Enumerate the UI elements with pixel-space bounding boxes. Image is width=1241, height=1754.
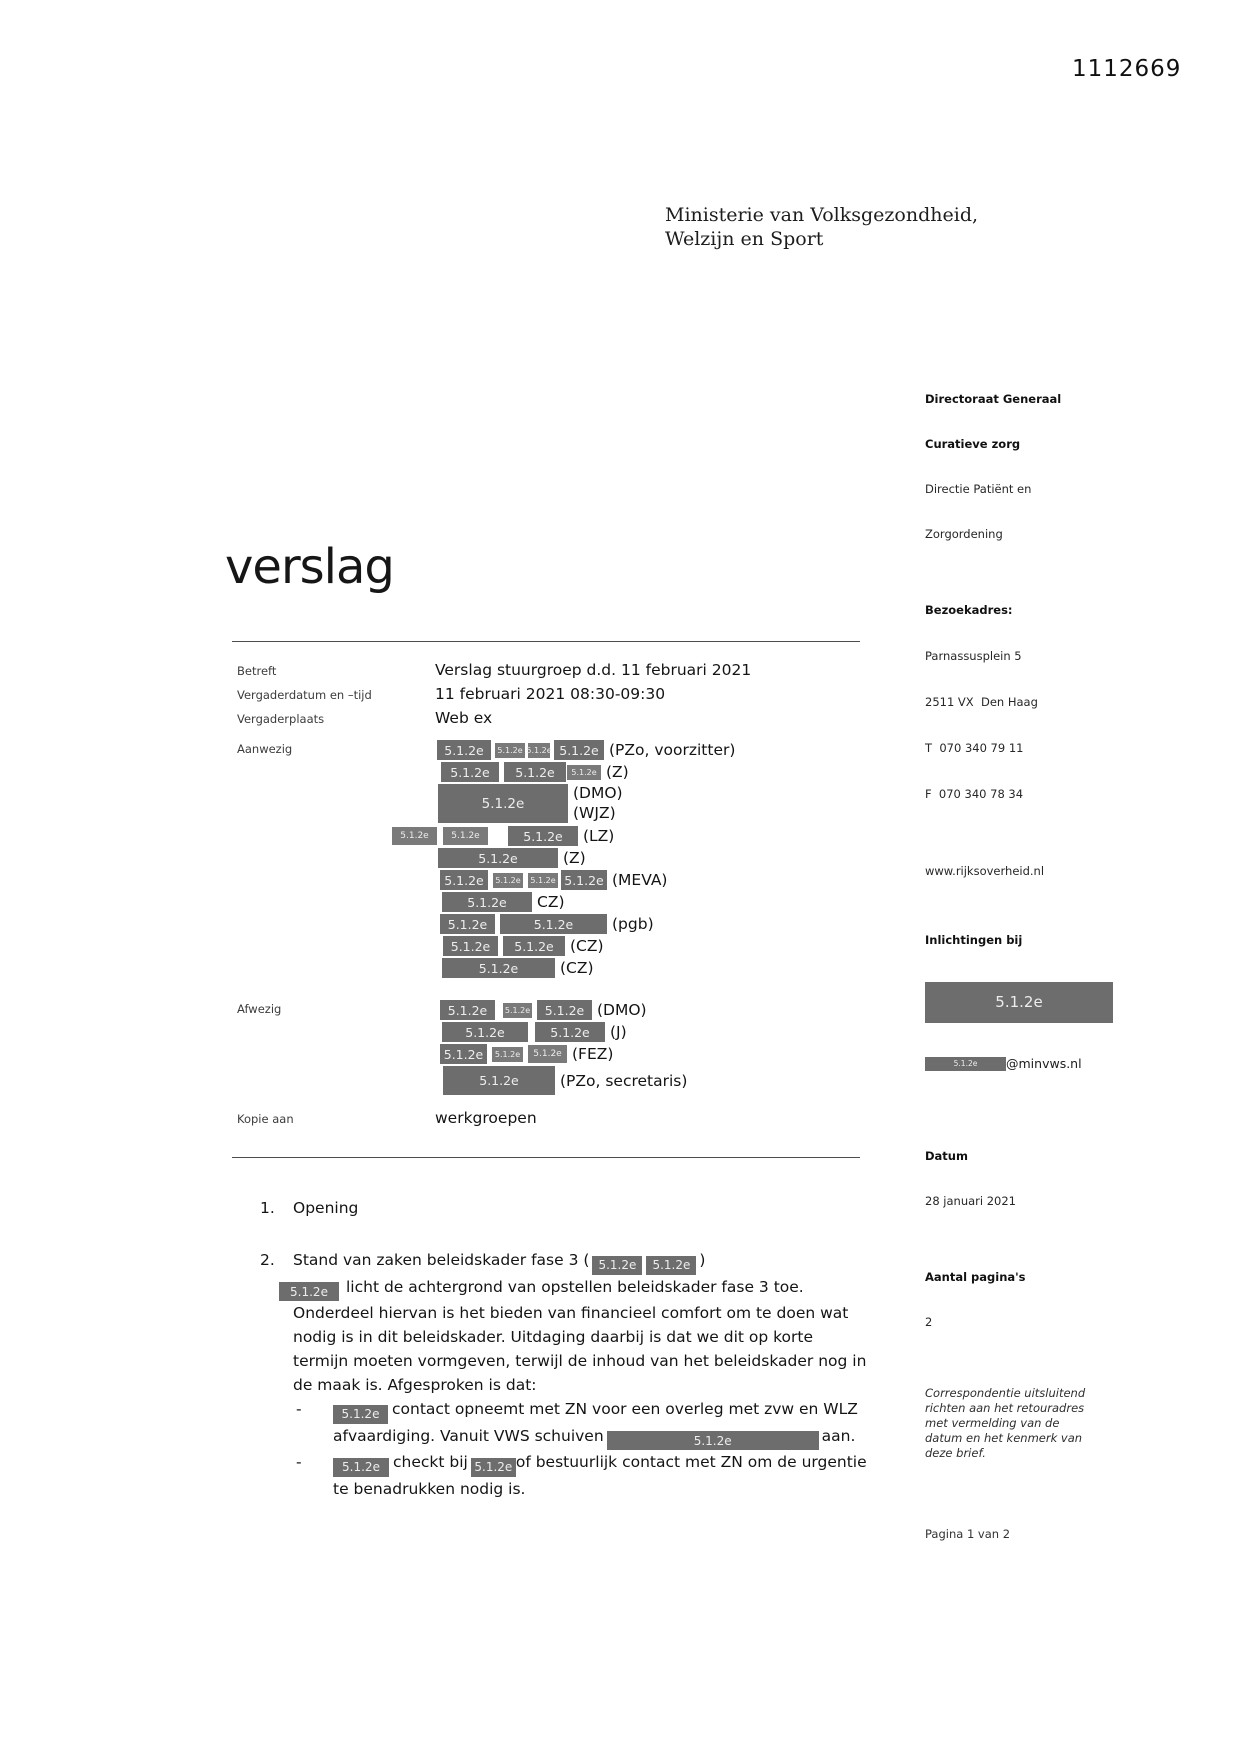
bullet-dash: - — [296, 1453, 302, 1471]
inquiries-label: Inlichtingen bij — [925, 933, 1023, 947]
vergaderdatum-value: 11 februari 2021 08:30-09:30 — [435, 685, 666, 703]
attendee-row — [438, 784, 735, 823]
ministry-line-1: Ministerie van Volksgezondheid, — [665, 204, 979, 226]
bullet-1-line-2 — [333, 1424, 872, 1451]
attendee-row — [442, 958, 735, 978]
email-domain: @minvws.nl — [1006, 1056, 1082, 1071]
redaction-box: 5.1.2e — [493, 873, 523, 888]
attendee-org: (FEZ) — [572, 1045, 614, 1063]
attendee-row — [443, 936, 735, 956]
attendee-org: (PZo, secretaris) — [560, 1071, 688, 1090]
redaction-box: 5.1.2e — [443, 1066, 555, 1095]
afwezig-redaction-list — [435, 998, 687, 1097]
phone-number: T 070 340 79 11 — [925, 741, 1024, 755]
redaction-box: 5.1.2e — [528, 743, 550, 758]
redaction-box: 5.1.2e — [535, 1022, 605, 1042]
redaction-box: 5.1.2e — [508, 826, 578, 846]
agenda-item-1-title: Opening — [293, 1199, 359, 1217]
directorate-name-line1: Directoraat Generaal — [925, 392, 1062, 406]
redaction-box: 5.1.2e — [503, 936, 565, 956]
redaction-box: 5.1.2e — [442, 892, 532, 912]
attendee-org: (Z) — [606, 763, 629, 781]
redaction-box: 5.1.2e — [440, 870, 488, 890]
date-label: Datum — [925, 1149, 968, 1163]
agenda-list — [260, 1196, 872, 1501]
visit-address-label: Bezoekadres: — [925, 603, 1013, 617]
agenda-item-1 — [260, 1196, 872, 1220]
attendee-row — [440, 1044, 687, 1064]
redaction-box-inline: 5.1.2e — [592, 1256, 642, 1275]
redaction-box: 5.1.2e — [440, 914, 495, 934]
attendee-org: (CZ) — [570, 937, 604, 955]
contact-email-row — [925, 1056, 1105, 1071]
agenda-item-2-paragraph — [290, 1275, 872, 1398]
horizontal-rule-top — [232, 641, 860, 642]
attendee-org: (pgb) — [612, 915, 654, 933]
agenda-item-2-number: 2. — [260, 1251, 275, 1269]
attendee-org: (DMO) — [573, 784, 623, 802]
paragraph-text: licht de achtergrond van opstellen beleidskader fase 3 toe. Onderdeel hiervan is het bieden van financieel comfort om te doen wat nodig is in dit beleidskader. Uitdaging daarbij is dat we dit op korte termijn moeten vormgeven, terwijl de inhoud van het beleidskader nog in de maak is. Afgesproken is dat: — [293, 1277, 867, 1394]
ministry-line-2: Welzijn en Sport — [665, 228, 824, 250]
meta-row-kopie-aan — [237, 1108, 877, 1128]
redaction-box: 5.1.2e — [567, 765, 601, 780]
heading-text-post: ) — [699, 1251, 706, 1269]
action-bullet-2 — [293, 1450, 872, 1501]
redaction-box: 5.1.2e — [440, 1044, 487, 1064]
redaction-box: 5.1.2e — [495, 743, 525, 758]
bullet-1-line-1 — [333, 1397, 872, 1424]
redaction-box: 5.1.2e — [537, 1000, 592, 1020]
attendee-row — [443, 1066, 687, 1095]
bullet-2-body — [333, 1450, 872, 1501]
directorate-name-line2: Curatieve zorg — [925, 437, 1021, 451]
attendee-org: (Z) — [563, 849, 586, 867]
attendee-row — [440, 870, 735, 890]
redaction-box: 5.1.2e — [500, 914, 607, 934]
attendee-org: (PZo, voorzitter) — [609, 741, 736, 759]
attendee-row — [392, 826, 735, 846]
redaction-box: 5.1.2e — [504, 762, 566, 782]
visit-address-street: Parnassusplein 5 — [925, 649, 1022, 663]
aanwezig-label: Aanwezig — [237, 742, 293, 756]
redaction-box: 5.1.2e — [528, 1045, 567, 1063]
afwezig-label: Afwezig — [237, 1002, 282, 1016]
kopie-aan-value: werkgroepen — [435, 1109, 537, 1127]
redaction-box: 5.1.2e — [443, 936, 498, 956]
attendee-row — [437, 740, 735, 760]
page-count-label: Aantal pagina's — [925, 1270, 1026, 1284]
date-value: 28 januari 2021 — [925, 1194, 1017, 1208]
page-footer: Pagina 1 van 2 — [925, 1527, 1011, 1541]
aanwezig-redaction-list — [400, 738, 736, 980]
document-number: 1112669 — [1072, 56, 1182, 82]
attendee-org: (J) — [610, 1023, 627, 1041]
redaction-box: 5.1.2e — [442, 958, 555, 978]
bullet-1-text-c: aan. — [821, 1426, 856, 1445]
redaction-box-inline: 5.1.2e — [471, 1458, 516, 1477]
correspondence-note: Correspondentie uitsluitend richten aan het retouradres met vermelding van de datum en het kenmerk van deze brief. — [925, 1386, 1089, 1460]
bullet-dash: - — [296, 1400, 302, 1418]
redaction-box-inline: 5.1.2e — [646, 1256, 696, 1275]
redaction-box-inline-wide: 5.1.2e — [607, 1431, 819, 1450]
attendee-org: (LZ) — [583, 827, 615, 845]
agenda-item-2 — [260, 1248, 872, 1501]
vergaderdatum-label: Vergaderdatum en –tijd — [237, 688, 372, 702]
attendee-org: (MEVA) — [612, 871, 668, 889]
heading-text-pre: Stand van zaken beleidskader fase 3 ( — [293, 1251, 590, 1269]
action-bullet-1 — [293, 1397, 872, 1450]
bullet-1-text-b: afvaardiging. Vanuit VWS schuiven — [333, 1426, 604, 1445]
redaction-box: 5.1.2e — [503, 1003, 532, 1018]
bullet-2-text-b: of bestuurlijk contact met ZN om de urgentie te benadrukken nodig is. — [333, 1453, 867, 1498]
attendee-org: (CZ) — [560, 959, 594, 977]
fax-number: F 070 340 78 34 — [925, 787, 1024, 801]
action-bullets — [293, 1397, 872, 1501]
meta-row-betreft — [237, 660, 877, 680]
bullet-2-text-a: checkt bij — [393, 1453, 468, 1471]
betreft-value: Verslag stuurgroep d.d. 11 februari 2021 — [435, 661, 752, 679]
redaction-box: 5.1.2e — [438, 784, 568, 823]
attendee-row — [442, 892, 735, 912]
redaction-box: 5.1.2e — [392, 827, 437, 845]
betreft-label: Betreft — [237, 664, 277, 678]
redaction-box-inline: 5.1.2e — [333, 1405, 388, 1424]
redaction-box: 5.1.2e — [443, 827, 488, 845]
visit-address-city: 2511 VX Den Haag — [925, 695, 1038, 709]
bullet-1-text-a: contact opneemt met ZN voor een overleg met zvw en WLZ — [392, 1400, 858, 1418]
redaction-box: 5.1.2e — [561, 870, 607, 890]
redaction-box: 5.1.2e — [442, 1022, 528, 1042]
directie-line1: Directie Patiënt en — [925, 482, 1032, 496]
attendee-row — [442, 1022, 687, 1042]
redaction-box: 5.1.2e — [440, 1000, 495, 1020]
page-count-value: 2 — [925, 1315, 933, 1329]
redaction-box: 5.1.2e — [554, 740, 604, 760]
redaction-box: 5.1.2e — [492, 1047, 523, 1062]
redaction-box-inline: 5.1.2e — [333, 1458, 389, 1477]
letterhead-sidebar — [925, 362, 1105, 1491]
meta-row-vergaderplaats — [237, 708, 877, 728]
attendee-row — [438, 848, 735, 868]
attendee-org: (DMO) — [597, 1001, 647, 1019]
redaction-box-inline: 5.1.2e — [279, 1282, 339, 1301]
attendee-row — [441, 762, 735, 782]
attendee-row — [440, 914, 735, 934]
redaction-box: 5.1.2e — [438, 848, 558, 868]
kopie-aan-label: Kopie aan — [237, 1112, 294, 1126]
page-title: verslag — [225, 539, 394, 595]
redaction-box-contact-name: 5.1.2e — [925, 982, 1113, 1023]
redaction-box: 5.1.2e — [441, 762, 499, 782]
ministry-wordmark — [665, 203, 978, 251]
meta-row-aanwezig — [237, 738, 877, 980]
website-url: www.rijksoverheid.nl — [925, 864, 1045, 878]
agenda-item-1-number: 1. — [260, 1199, 275, 1217]
redaction-box: 5.1.2e — [437, 740, 491, 760]
redaction-box: 5.1.2e — [528, 873, 558, 888]
agenda-item-2-heading — [293, 1248, 872, 1275]
meta-row-afwezig — [237, 998, 877, 1097]
list-spacer — [260, 1220, 872, 1248]
vergaderplaats-value: Web ex — [435, 709, 493, 727]
directie-line2: Zorgordening — [925, 527, 1003, 541]
redaction-box-email-local-part: 5.1.2e — [925, 1057, 1006, 1071]
horizontal-rule-bottom — [232, 1157, 860, 1158]
vergaderplaats-label: Vergaderplaats — [237, 712, 325, 726]
attendee-org: CZ) — [537, 893, 565, 911]
attendee-org: (WJZ) — [573, 804, 616, 822]
meta-row-vergaderdatum — [237, 684, 877, 704]
attendee-row — [440, 1000, 687, 1020]
